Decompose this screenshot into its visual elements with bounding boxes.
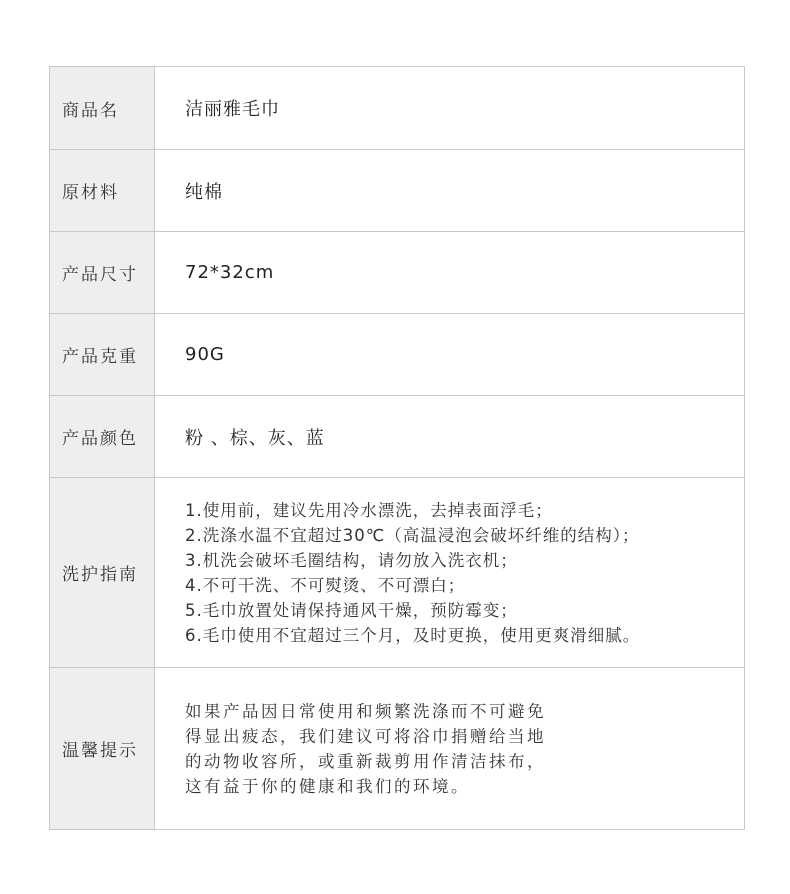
- care-item: 5.毛巾放置处请保持通风干燥，预防霉变；: [185, 600, 518, 620]
- spec-label-color: 产品颜色: [50, 396, 155, 477]
- spec-value-material: 纯棉: [185, 181, 223, 203]
- spec-row-size: [50, 231, 744, 313]
- spec-label-tips: 温馨提示: [50, 668, 155, 829]
- care-instructions: [155, 478, 744, 667]
- tips-line: 这有益于你的健康和我们的环境。: [185, 776, 470, 796]
- spec-label-material: 原材料: [50, 150, 155, 231]
- care-item: 2.洗涤水温不宜超过30℃（高温浸泡会破坏纤维的结构）；: [185, 525, 640, 545]
- product-spec-table: [49, 66, 745, 830]
- care-item: 1.使用前，建议先用冷水漂洗，去掉表面浮毛；: [185, 500, 553, 520]
- spec-value-name: 洁丽雅毛巾: [185, 99, 280, 120]
- spec-row-material: [50, 149, 744, 231]
- spec-label-size: 产品尺寸: [50, 232, 155, 313]
- spec-row-tips: [50, 667, 744, 829]
- tips-line: 的动物收容所，或重新裁剪用作清洁抹布，: [185, 751, 546, 771]
- spec-label-care: 洗护指南: [50, 478, 155, 667]
- tips-text: [155, 668, 744, 829]
- care-item: 6.毛巾使用不宜超过三个月，及时更换，使用更爽滑细腻。: [185, 625, 641, 645]
- spec-row-weight: [50, 313, 744, 395]
- spec-row-color: [50, 395, 744, 477]
- tips-line: 如果产品因日常使用和频繁洗涤而不可避免: [185, 701, 546, 721]
- spec-value-color: 粉 、棕、灰、蓝: [185, 427, 325, 449]
- spec-value-weight: 90G: [185, 344, 225, 365]
- spec-value-size: 72*32cm: [185, 262, 275, 283]
- spec-label-name: 商品名: [50, 67, 155, 149]
- care-item: 4.不可干洗、不可熨烫、不可漂白；: [185, 575, 466, 595]
- care-list: [185, 498, 640, 648]
- tips-paragraph: [185, 699, 546, 799]
- spec-row-care: [50, 477, 744, 667]
- tips-line: 得显出疲态，我们建议可将浴巾捐赠给当地: [185, 726, 546, 746]
- care-item: 3.机洗会破坏毛圈结构，请勿放入洗衣机；: [185, 550, 518, 570]
- spec-row-name: [50, 67, 744, 149]
- spec-label-weight: 产品克重: [50, 314, 155, 395]
